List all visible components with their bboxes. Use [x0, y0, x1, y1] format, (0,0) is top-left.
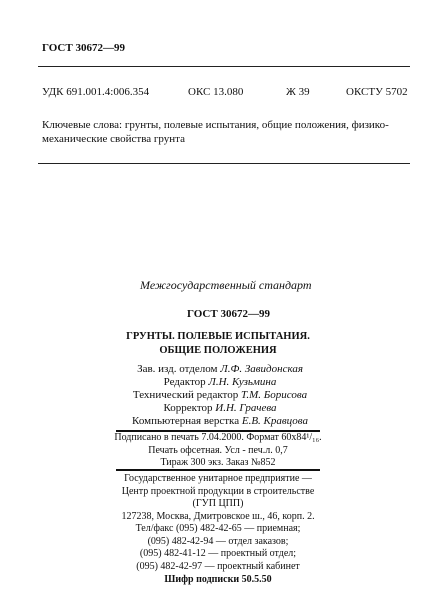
staff-role: Корректор [163, 402, 213, 414]
staff-name: Е.В. Кравцова [241, 415, 308, 427]
header-rule [38, 66, 410, 67]
staff-name: Л.Н. Кузьмина [208, 376, 277, 388]
document-title-line2: ОБЩИЕ ПОЛОЖЕНИЯ [159, 345, 277, 356]
staff-role: Технический редактор [132, 389, 239, 401]
staff-name: Л.Ф. Завидонская [220, 363, 303, 375]
staff-row [100, 402, 340, 415]
udk-code: УДК 691.001.4:006.354 [42, 86, 150, 98]
staff-name: И.Н. Грачева [215, 402, 277, 414]
staff-row [100, 376, 340, 389]
print-rule [116, 469, 320, 471]
subscription-cipher: Шифр подписки 50.5.50 [164, 574, 272, 585]
standard-type: Межгосударственный стандарт [140, 278, 312, 292]
staff-name: Т.М. Борисова [240, 389, 308, 401]
publisher-line: (ГУП ЦПП) [192, 498, 244, 509]
document-title-line1: ГРУНТЫ. ПОЛЕВЫЕ ИСПЫТАНИЯ. [126, 331, 310, 342]
publisher-line: Центр проектной продукции в строительстве [121, 485, 315, 497]
zh-code: Ж 39 [286, 86, 310, 98]
publisher-line: 127238, Москва, Дмитровское ш., 46, корп. 2. [121, 510, 315, 522]
staff-row [100, 363, 340, 376]
staff-row [100, 389, 340, 402]
keywords-rule [38, 163, 410, 164]
page-header-gost: ГОСТ 30672—99 [42, 42, 125, 54]
print-line-2: Печать офсетная. Усл - печ.л. 0,7 [148, 444, 288, 456]
okstu-code: ОКСТУ 5702 [346, 86, 408, 98]
staff-role: Компьютерная верстка [132, 415, 240, 427]
staff-row [100, 415, 340, 428]
staff-role: Редактор [163, 376, 206, 388]
publisher-line: Тел/факс (095) 482-42-65 — приемная; [135, 523, 301, 534]
publisher-line: (095) 482-41-12 — проектный отдел; [139, 548, 297, 559]
publisher-line: (095) 482-42-97 — проектный кабинет [136, 560, 300, 572]
staff-list [100, 363, 340, 428]
publisher-line: (095) 482-42-94 — отдел заказов; [147, 535, 289, 547]
print-line-1: Подписано в печать 7.04.2000. Формат 60х84¹/₁₆. [114, 432, 322, 443]
imprint-gost-code: ГОСТ 30672—99 [187, 308, 270, 320]
print-line-3: Тираж 300 экз. Заказ №852 [160, 457, 276, 468]
publisher-line: Государственное унитарное предприятие — [124, 473, 312, 484]
publisher-info [110, 473, 326, 587]
keywords-text: Ключевые слова: грунты, полевые испытания, общие положения, физико-механические свойства грунта [42, 119, 389, 145]
print-details [110, 432, 326, 470]
staff-role: Зав. изд. отделом [137, 363, 218, 375]
oks-code: ОКС 13.080 [188, 86, 244, 98]
